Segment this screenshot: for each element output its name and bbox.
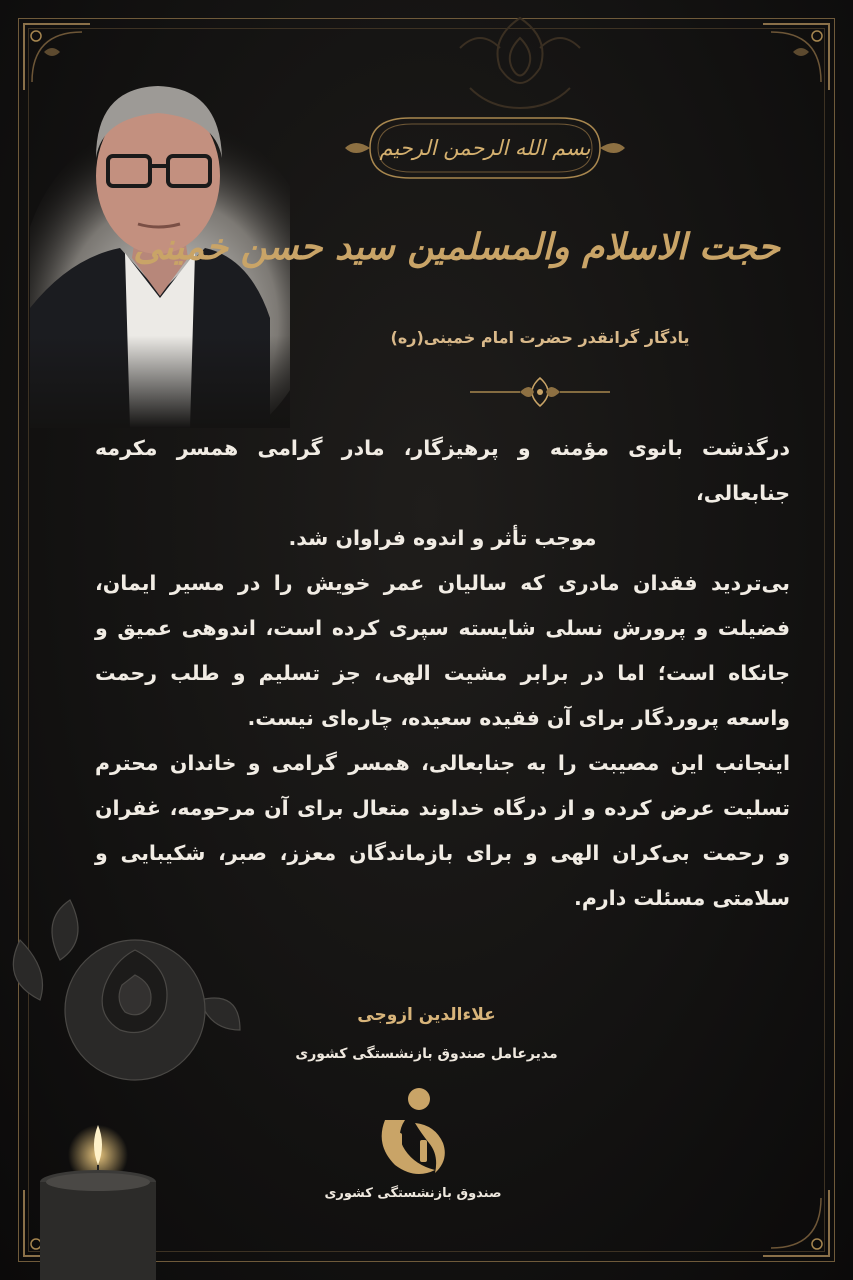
message-paragraph: اینجانب این مصیبت را به جنابعالی، همسر گرامی و خاندان محترم تسلیت عرض کرده و از درگاه خداوند متعال برای آن مرحومه، غفران و رحمت بی‌کران الهی و برای بازماندگان معزز، صبر، شکیبایی و سلامتی مسئلت دارم. xyxy=(95,751,790,910)
basmala-text: بسم الله الرحمن الرحیم xyxy=(379,136,591,160)
corner-ornament-top-right xyxy=(761,22,831,92)
condolence-message xyxy=(95,426,790,921)
logo-text: صندوق بازنشستگی کشوری xyxy=(324,1186,502,1201)
rose-image xyxy=(0,880,260,1140)
divider-ornament xyxy=(460,372,620,412)
signer-name: علاءالدین ازوجی xyxy=(357,1005,496,1025)
message-paragraph: موجب تأثر و اندوه فراوان شد. xyxy=(288,526,597,550)
signer-role: مدیرعامل صندوق بازنشستگی کشوری xyxy=(295,1046,558,1062)
candle-image xyxy=(30,1110,170,1280)
basmala-frame xyxy=(340,108,630,188)
message-paragraph: بی‌تردید فقدان مادری که سالیان عمر خویش را در مسیر ایمان، فضیلت و پرورش نسلی شایسته سپری کرده است، اندوهی عمیق و جانکاه است؛ اما در برابر مشیت الهی، جز تسلیم و طلب رحمت واسعه پروردگار برای آن فقیده سعیده، چاره‌ای نیست. xyxy=(95,571,790,730)
pension-fund-logo xyxy=(365,1085,461,1185)
message-paragraph: درگذشت بانوی مؤمنه و پرهیزگار، مادر گرامی همسر مکرمه جنابعالی، xyxy=(95,436,790,505)
page-title: حجت الاسلام والمسلمین سید حسن خمینی xyxy=(133,226,780,268)
page-subtitle: یادگار گرانقدر حضرت امام خمینی(ره) xyxy=(390,328,690,347)
corner-ornament-bottom-right xyxy=(761,1188,831,1258)
